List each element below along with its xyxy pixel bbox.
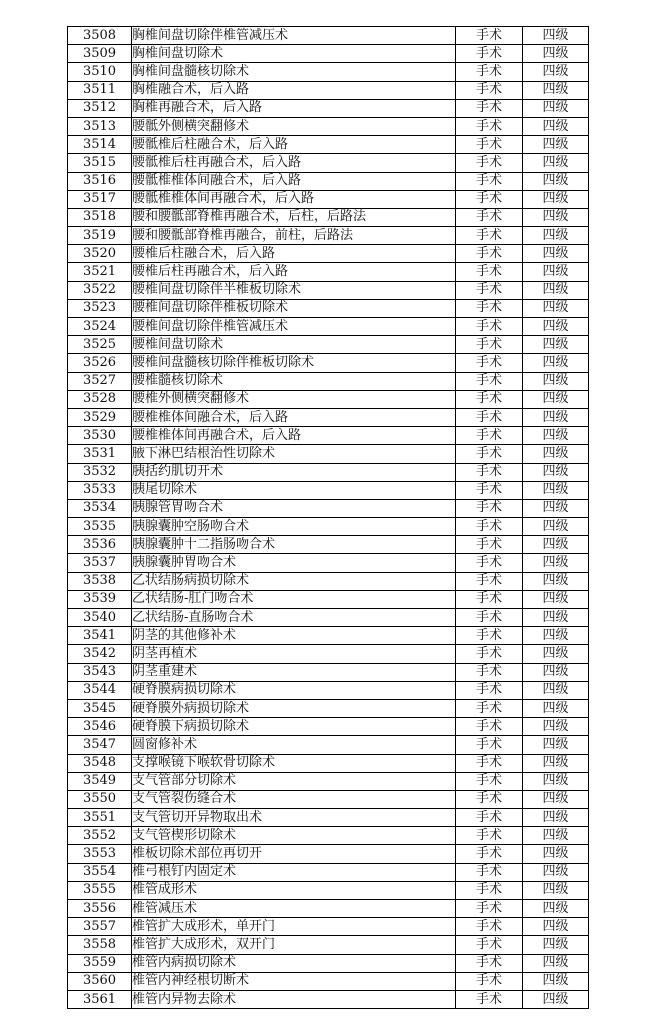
procedure-level: 四级 xyxy=(523,117,589,135)
procedure-type: 手术 xyxy=(456,208,523,226)
table-row xyxy=(68,63,589,81)
row-number: 3520 xyxy=(68,245,132,263)
row-number: 3541 xyxy=(68,627,132,645)
procedure-type: 手术 xyxy=(456,99,523,117)
row-number: 3558 xyxy=(68,936,132,954)
table-row xyxy=(68,408,589,426)
row-number: 3535 xyxy=(68,518,132,536)
row-number: 3524 xyxy=(68,318,132,336)
row-number: 3516 xyxy=(68,172,132,190)
row-number: 3554 xyxy=(68,863,132,881)
procedure-type: 手术 xyxy=(456,445,523,463)
procedure-type: 手术 xyxy=(456,372,523,390)
procedure-type: 手术 xyxy=(456,972,523,990)
procedure-level: 四级 xyxy=(523,736,589,754)
procedure-name: 胰尾切除术 xyxy=(132,481,456,499)
row-number: 3508 xyxy=(68,27,132,45)
row-number: 3531 xyxy=(68,445,132,463)
table-row xyxy=(68,809,589,827)
procedure-type: 手术 xyxy=(456,681,523,699)
row-number: 3515 xyxy=(68,154,132,172)
table-row xyxy=(68,372,589,390)
table-row xyxy=(68,681,589,699)
row-number: 3537 xyxy=(68,554,132,572)
table-row xyxy=(68,27,589,45)
row-number: 3514 xyxy=(68,136,132,154)
procedure-name: 阴茎再植术 xyxy=(132,645,456,663)
procedure-type: 手术 xyxy=(456,499,523,517)
procedure-level: 四级 xyxy=(523,463,589,481)
procedure-level: 四级 xyxy=(523,809,589,827)
procedure-level: 四级 xyxy=(523,27,589,45)
table-row xyxy=(68,208,589,226)
table-row xyxy=(68,445,589,463)
procedure-type: 手术 xyxy=(456,136,523,154)
procedure-level: 四级 xyxy=(523,427,589,445)
procedure-level: 四级 xyxy=(523,954,589,972)
procedure-level: 四级 xyxy=(523,718,589,736)
procedure-type: 手术 xyxy=(456,518,523,536)
row-number: 3523 xyxy=(68,299,132,317)
procedure-type: 手术 xyxy=(456,645,523,663)
procedure-level: 四级 xyxy=(523,63,589,81)
procedure-name: 腰椎间盘切除术 xyxy=(132,336,456,354)
table-row xyxy=(68,336,589,354)
table-row xyxy=(68,299,589,317)
procedure-type: 手术 xyxy=(456,554,523,572)
procedure-type: 手术 xyxy=(456,263,523,281)
procedure-name: 腰椎椎体间融合术，后入路 xyxy=(132,408,456,426)
procedure-name: 腋下淋巴结根治性切除术 xyxy=(132,445,456,463)
procedure-type: 手术 xyxy=(456,900,523,918)
procedure-level: 四级 xyxy=(523,408,589,426)
procedure-name: 椎管减压术 xyxy=(132,900,456,918)
procedure-name: 腰和腰骶部脊椎再融合，前柱，后路法 xyxy=(132,227,456,245)
table-row xyxy=(68,790,589,808)
procedure-type: 手术 xyxy=(456,699,523,717)
procedure-level: 四级 xyxy=(523,845,589,863)
procedure-type: 手术 xyxy=(456,299,523,317)
row-number: 3547 xyxy=(68,736,132,754)
procedure-type: 手术 xyxy=(456,390,523,408)
row-number: 3560 xyxy=(68,972,132,990)
table-row xyxy=(68,718,589,736)
row-number: 3540 xyxy=(68,609,132,627)
table-row xyxy=(68,772,589,790)
row-number: 3526 xyxy=(68,354,132,372)
procedure-level: 四级 xyxy=(523,245,589,263)
procedure-name: 椎管扩大成形术，双开门 xyxy=(132,936,456,954)
table-row xyxy=(68,590,589,608)
row-number: 3517 xyxy=(68,190,132,208)
procedure-level: 四级 xyxy=(523,99,589,117)
row-number: 3532 xyxy=(68,463,132,481)
procedure-name: 腰椎间盘切除伴椎管减压术 xyxy=(132,318,456,336)
procedure-type: 手术 xyxy=(456,845,523,863)
procedure-level: 四级 xyxy=(523,81,589,99)
row-number: 3561 xyxy=(68,990,132,1008)
row-number: 3544 xyxy=(68,681,132,699)
procedure-level: 四级 xyxy=(523,190,589,208)
row-number: 3549 xyxy=(68,772,132,790)
row-number: 3551 xyxy=(68,809,132,827)
procedure-type: 手术 xyxy=(456,117,523,135)
procedure-name: 硬脊膜病损切除术 xyxy=(132,681,456,699)
procedure-name: 支气管楔形切除术 xyxy=(132,827,456,845)
table-row xyxy=(68,845,589,863)
procedure-level: 四级 xyxy=(523,590,589,608)
table-row xyxy=(68,990,589,1008)
procedure-name: 椎管内异物去除术 xyxy=(132,990,456,1008)
row-number: 3538 xyxy=(68,572,132,590)
row-number: 3559 xyxy=(68,954,132,972)
procedure-level: 四级 xyxy=(523,900,589,918)
table-row xyxy=(68,827,589,845)
table-row xyxy=(68,863,589,881)
procedure-level: 四级 xyxy=(523,699,589,717)
procedure-name: 腰骶椎后柱再融合术，后入路 xyxy=(132,154,456,172)
procedure-type: 手术 xyxy=(456,318,523,336)
procedure-name: 胸椎融合术，后入路 xyxy=(132,81,456,99)
procedure-level: 四级 xyxy=(523,445,589,463)
procedure-name: 支气管切开异物取出术 xyxy=(132,809,456,827)
row-number: 3539 xyxy=(68,590,132,608)
procedure-type: 手术 xyxy=(456,827,523,845)
table-row xyxy=(68,45,589,63)
procedure-type: 手术 xyxy=(456,772,523,790)
procedure-type: 手术 xyxy=(456,427,523,445)
procedure-level: 四级 xyxy=(523,136,589,154)
procedure-name: 硬脊膜外病损切除术 xyxy=(132,699,456,717)
table-row xyxy=(68,227,589,245)
procedure-type: 手术 xyxy=(456,45,523,63)
table-row xyxy=(68,518,589,536)
table-row xyxy=(68,972,589,990)
procedure-name: 腰椎椎体间再融合术，后入路 xyxy=(132,427,456,445)
procedure-type: 手术 xyxy=(456,990,523,1008)
procedure-name: 腰椎髓核切除术 xyxy=(132,372,456,390)
procedure-level: 四级 xyxy=(523,990,589,1008)
procedure-level: 四级 xyxy=(523,554,589,572)
row-number: 3550 xyxy=(68,790,132,808)
procedure-type: 手术 xyxy=(456,954,523,972)
table-row xyxy=(68,99,589,117)
procedure-level: 四级 xyxy=(523,772,589,790)
table-row xyxy=(68,936,589,954)
procedure-name: 胰腺囊肿胃吻合术 xyxy=(132,554,456,572)
procedure-name: 支撑喉镜下喉软骨切除术 xyxy=(132,754,456,772)
procedure-level: 四级 xyxy=(523,754,589,772)
row-number: 3546 xyxy=(68,718,132,736)
row-number: 3510 xyxy=(68,63,132,81)
row-number: 3512 xyxy=(68,99,132,117)
procedure-name: 腰椎间盘切除伴椎板切除术 xyxy=(132,299,456,317)
table-row xyxy=(68,663,589,681)
row-number: 3527 xyxy=(68,372,132,390)
procedure-name: 腰骶外侧横突翻修术 xyxy=(132,117,456,135)
procedure-table-body xyxy=(68,27,589,1009)
procedure-type: 手术 xyxy=(456,663,523,681)
table-row xyxy=(68,754,589,772)
procedure-type: 手术 xyxy=(456,536,523,554)
procedure-level: 四级 xyxy=(523,663,589,681)
table-row xyxy=(68,736,589,754)
row-number: 3513 xyxy=(68,117,132,135)
procedure-level: 四级 xyxy=(523,318,589,336)
procedure-level: 四级 xyxy=(523,45,589,63)
procedure-type: 手术 xyxy=(456,736,523,754)
procedure-level: 四级 xyxy=(523,336,589,354)
procedure-level: 四级 xyxy=(523,881,589,899)
table-row xyxy=(68,390,589,408)
row-number: 3534 xyxy=(68,499,132,517)
procedure-type: 手术 xyxy=(456,881,523,899)
procedure-name: 椎管成形术 xyxy=(132,881,456,899)
row-number: 3519 xyxy=(68,227,132,245)
procedure-type: 手术 xyxy=(456,863,523,881)
procedure-name: 胸椎再融合术，后入路 xyxy=(132,99,456,117)
procedure-name: 阴茎的其他修补术 xyxy=(132,627,456,645)
row-number: 3521 xyxy=(68,263,132,281)
procedure-type: 手术 xyxy=(456,481,523,499)
procedure-name: 椎管内病损切除术 xyxy=(132,954,456,972)
table-row xyxy=(68,117,589,135)
procedure-level: 四级 xyxy=(523,681,589,699)
table-row xyxy=(68,263,589,281)
row-number: 3530 xyxy=(68,427,132,445)
procedure-level: 四级 xyxy=(523,609,589,627)
procedure-level: 四级 xyxy=(523,827,589,845)
procedure-type: 手术 xyxy=(456,281,523,299)
procedure-type: 手术 xyxy=(456,754,523,772)
procedure-type: 手术 xyxy=(456,63,523,81)
procedure-name: 阴茎重建术 xyxy=(132,663,456,681)
procedure-type: 手术 xyxy=(456,245,523,263)
procedure-name: 腰骶椎椎体间融合术，后入路 xyxy=(132,172,456,190)
table-row xyxy=(68,172,589,190)
procedure-type: 手术 xyxy=(456,81,523,99)
row-number: 3525 xyxy=(68,336,132,354)
procedure-type: 手术 xyxy=(456,463,523,481)
procedure-level: 四级 xyxy=(523,499,589,517)
procedure-name: 椎板切除术部位再切开 xyxy=(132,845,456,863)
procedure-type: 手术 xyxy=(456,227,523,245)
table-row xyxy=(68,499,589,517)
row-number: 3533 xyxy=(68,481,132,499)
procedure-name: 椎管内神经根切断术 xyxy=(132,972,456,990)
procedure-name: 腰骶椎后柱融合术，后入路 xyxy=(132,136,456,154)
procedure-level: 四级 xyxy=(523,390,589,408)
procedure-name: 乙状结肠-直肠吻合术 xyxy=(132,609,456,627)
procedure-name: 腰和腰骶部脊椎再融合术，后柱，后路法 xyxy=(132,208,456,226)
procedure-level: 四级 xyxy=(523,972,589,990)
row-number: 3552 xyxy=(68,827,132,845)
procedure-level: 四级 xyxy=(523,518,589,536)
table-row xyxy=(68,554,589,572)
procedure-name: 椎管扩大成形术，单开门 xyxy=(132,918,456,936)
procedure-type: 手术 xyxy=(456,172,523,190)
row-number: 3542 xyxy=(68,645,132,663)
procedure-level: 四级 xyxy=(523,208,589,226)
procedure-type: 手术 xyxy=(456,190,523,208)
procedure-level: 四级 xyxy=(523,790,589,808)
row-number: 3543 xyxy=(68,663,132,681)
row-number: 3545 xyxy=(68,699,132,717)
row-number: 3553 xyxy=(68,845,132,863)
procedure-type: 手术 xyxy=(456,354,523,372)
procedure-type: 手术 xyxy=(456,918,523,936)
row-number: 3557 xyxy=(68,918,132,936)
table-row xyxy=(68,281,589,299)
procedure-type: 手术 xyxy=(456,790,523,808)
row-number: 3548 xyxy=(68,754,132,772)
table-row xyxy=(68,900,589,918)
table-row xyxy=(68,190,589,208)
procedure-level: 四级 xyxy=(523,863,589,881)
procedure-type: 手术 xyxy=(456,408,523,426)
procedure-level: 四级 xyxy=(523,299,589,317)
table-row xyxy=(68,536,589,554)
procedure-name: 胰腺管胃吻合术 xyxy=(132,499,456,517)
table-row xyxy=(68,463,589,481)
procedure-name: 硬脊膜下病损切除术 xyxy=(132,718,456,736)
procedure-name: 腰骶椎椎体间再融合术，后入路 xyxy=(132,190,456,208)
row-number: 3518 xyxy=(68,208,132,226)
row-number: 3536 xyxy=(68,536,132,554)
procedure-level: 四级 xyxy=(523,481,589,499)
table-row xyxy=(68,427,589,445)
procedure-table xyxy=(67,26,589,1009)
procedure-level: 四级 xyxy=(523,572,589,590)
procedure-name: 支气管裂伤缝合术 xyxy=(132,790,456,808)
row-number: 3528 xyxy=(68,390,132,408)
procedure-name: 腰椎间盘切除伴半椎板切除术 xyxy=(132,281,456,299)
procedure-level: 四级 xyxy=(523,372,589,390)
procedure-type: 手术 xyxy=(456,609,523,627)
row-number: 3556 xyxy=(68,900,132,918)
procedure-level: 四级 xyxy=(523,354,589,372)
table-row xyxy=(68,245,589,263)
procedure-name: 支气管部分切除术 xyxy=(132,772,456,790)
procedure-name: 胰腺囊肿十二指肠吻合术 xyxy=(132,536,456,554)
procedure-type: 手术 xyxy=(456,590,523,608)
procedure-type: 手术 xyxy=(456,627,523,645)
row-number: 3529 xyxy=(68,408,132,426)
procedure-name: 胸椎间盘切除术 xyxy=(132,45,456,63)
procedure-name: 胸椎间盘髓核切除术 xyxy=(132,63,456,81)
procedure-level: 四级 xyxy=(523,918,589,936)
procedure-type: 手术 xyxy=(456,27,523,45)
procedure-name: 胸椎间盘切除伴椎管减压术 xyxy=(132,27,456,45)
procedure-level: 四级 xyxy=(523,154,589,172)
table-row xyxy=(68,609,589,627)
table-row xyxy=(68,881,589,899)
procedure-name: 胰括约肌切开术 xyxy=(132,463,456,481)
table-row xyxy=(68,954,589,972)
table-row xyxy=(68,154,589,172)
procedure-type: 手术 xyxy=(456,809,523,827)
procedure-type: 手术 xyxy=(456,936,523,954)
procedure-type: 手术 xyxy=(456,154,523,172)
row-number: 3509 xyxy=(68,45,132,63)
procedure-name: 胰腺囊肿空肠吻合术 xyxy=(132,518,456,536)
table-row xyxy=(68,627,589,645)
procedure-name: 乙状结肠病损切除术 xyxy=(132,572,456,590)
row-number: 3555 xyxy=(68,881,132,899)
procedure-level: 四级 xyxy=(523,281,589,299)
procedure-name: 腰椎后柱再融合术，后入路 xyxy=(132,263,456,281)
procedure-level: 四级 xyxy=(523,227,589,245)
table-row xyxy=(68,318,589,336)
procedure-level: 四级 xyxy=(523,536,589,554)
procedure-name: 腰椎外侧横突翻修术 xyxy=(132,390,456,408)
procedure-name: 腰椎后柱融合术，后入路 xyxy=(132,245,456,263)
table-row xyxy=(68,136,589,154)
table-row xyxy=(68,699,589,717)
procedure-name: 圆窗修补术 xyxy=(132,736,456,754)
row-number: 3522 xyxy=(68,281,132,299)
table-row xyxy=(68,918,589,936)
procedure-type: 手术 xyxy=(456,718,523,736)
procedure-level: 四级 xyxy=(523,627,589,645)
table-row xyxy=(68,481,589,499)
table-row xyxy=(68,572,589,590)
procedure-type: 手术 xyxy=(456,336,523,354)
procedure-name: 腰椎间盘髓核切除伴椎板切除术 xyxy=(132,354,456,372)
table-row xyxy=(68,645,589,663)
procedure-level: 四级 xyxy=(523,936,589,954)
procedure-level: 四级 xyxy=(523,263,589,281)
row-number: 3511 xyxy=(68,81,132,99)
procedure-type: 手术 xyxy=(456,572,523,590)
table-row xyxy=(68,354,589,372)
procedure-level: 四级 xyxy=(523,172,589,190)
procedure-name: 乙状结肠-肛门吻合术 xyxy=(132,590,456,608)
table-row xyxy=(68,81,589,99)
procedure-name: 椎弓根钉内固定术 xyxy=(132,863,456,881)
procedure-level: 四级 xyxy=(523,645,589,663)
